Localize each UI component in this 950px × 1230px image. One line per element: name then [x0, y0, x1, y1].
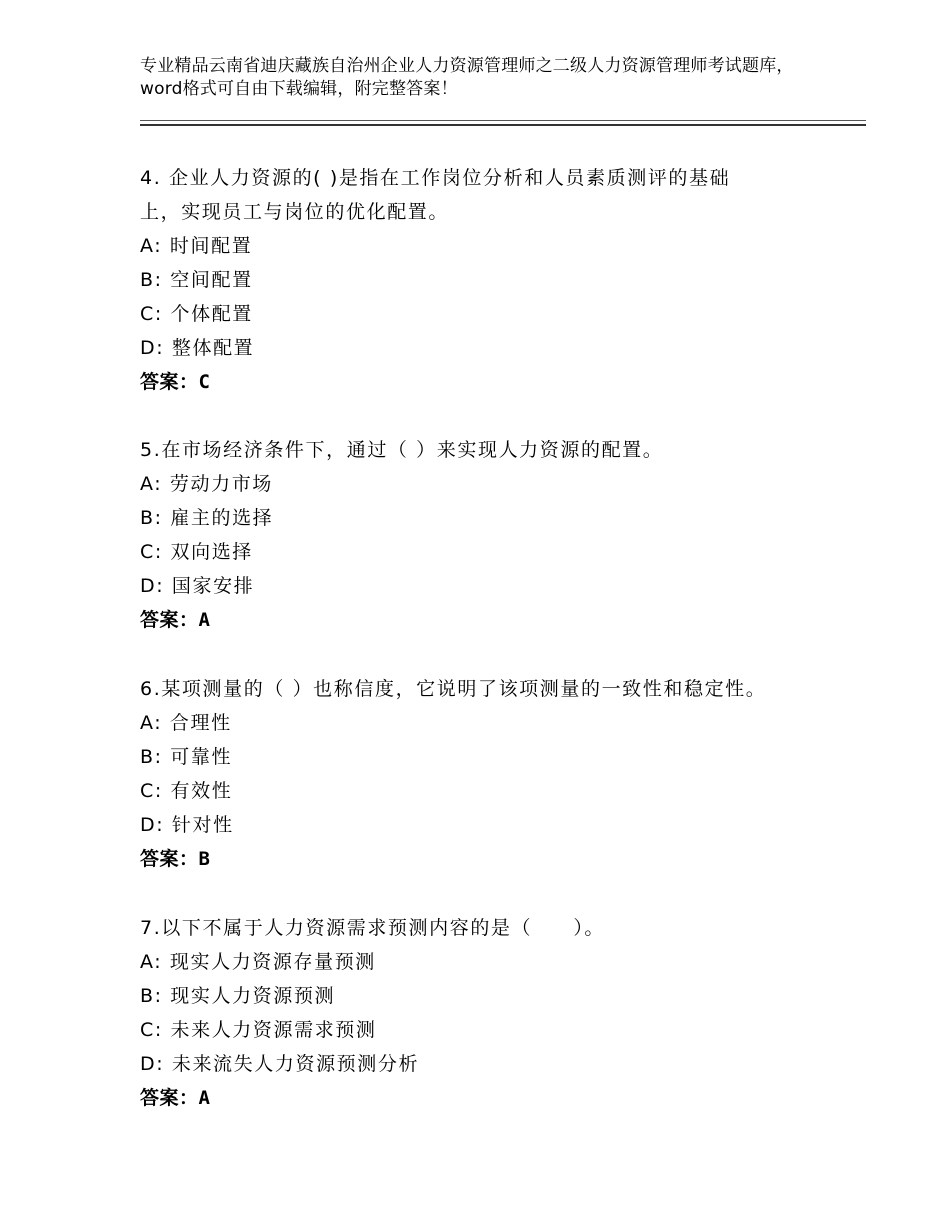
question-block: [140, 433, 840, 637]
answer-label: 答案：: [140, 1087, 199, 1109]
document-header: [140, 55, 830, 101]
question-block: [140, 161, 840, 399]
question-stem: 5.在市场经济条件下，通过（ ）来实现人力资源的配置。: [140, 439, 664, 461]
answer-line: [140, 365, 840, 399]
option-a: A: 劳动力市场: [140, 473, 273, 495]
question-stem: 6.某项测量的（ ）也称信度，它说明了该项测量的一致性和稳定性。: [140, 678, 767, 700]
option-d: D: 针对性: [140, 814, 234, 836]
option-c: C: 有效性: [140, 780, 233, 802]
option-d: D: 国家安排: [140, 575, 255, 597]
option-c: C: 双向选择: [140, 541, 253, 563]
header-divider-thin: [140, 120, 866, 121]
answer-label: 答案：: [140, 371, 199, 393]
option-b: B: 可靠性: [140, 746, 233, 768]
answer-label: 答案：: [140, 848, 199, 870]
answer-line: [140, 603, 840, 637]
option-d: D: 未来流失人力资源预测分析: [140, 1053, 420, 1075]
answer-line: [140, 842, 840, 876]
answer-value: C: [198, 371, 211, 393]
header-divider-thick: [140, 124, 866, 126]
answer-value: A: [198, 1087, 211, 1109]
option-b: B: 现实人力资源预测: [140, 985, 336, 1007]
option-b: B: 空间配置: [140, 269, 253, 291]
answer-line: [140, 1081, 840, 1115]
answer-value: B: [198, 848, 211, 870]
question-stem: 上，实现员工与岗位的优化配置。: [140, 201, 450, 223]
option-c: C: 个体配置: [140, 303, 253, 325]
answer-value: A: [198, 609, 211, 631]
option-d: D: 整体配置: [140, 337, 255, 359]
question-block: [140, 911, 840, 1115]
option-a: A: 合理性: [140, 712, 232, 734]
option-a: A: 现实人力资源存量预测: [140, 951, 376, 973]
question-stem: 4. 企业人力资源的( )是指在工作岗位分析和人员素质测评的基础: [140, 167, 731, 189]
question-stem: 7.以下不属于人力资源需求预测内容的是（ ）。: [140, 917, 606, 939]
question-block: [140, 672, 840, 876]
option-a: A: 时间配置: [140, 235, 253, 257]
option-c: C: 未来人力资源需求预测: [140, 1019, 377, 1041]
option-b: B: 雇主的选择: [140, 507, 274, 529]
answer-label: 答案：: [140, 609, 199, 631]
header-title: 专业精品云南省迪庆藏族自治州企业人力资源管理师之二级人力资源管理师考试题库，word格式可自由下载编辑，附完整答案！: [140, 56, 794, 99]
